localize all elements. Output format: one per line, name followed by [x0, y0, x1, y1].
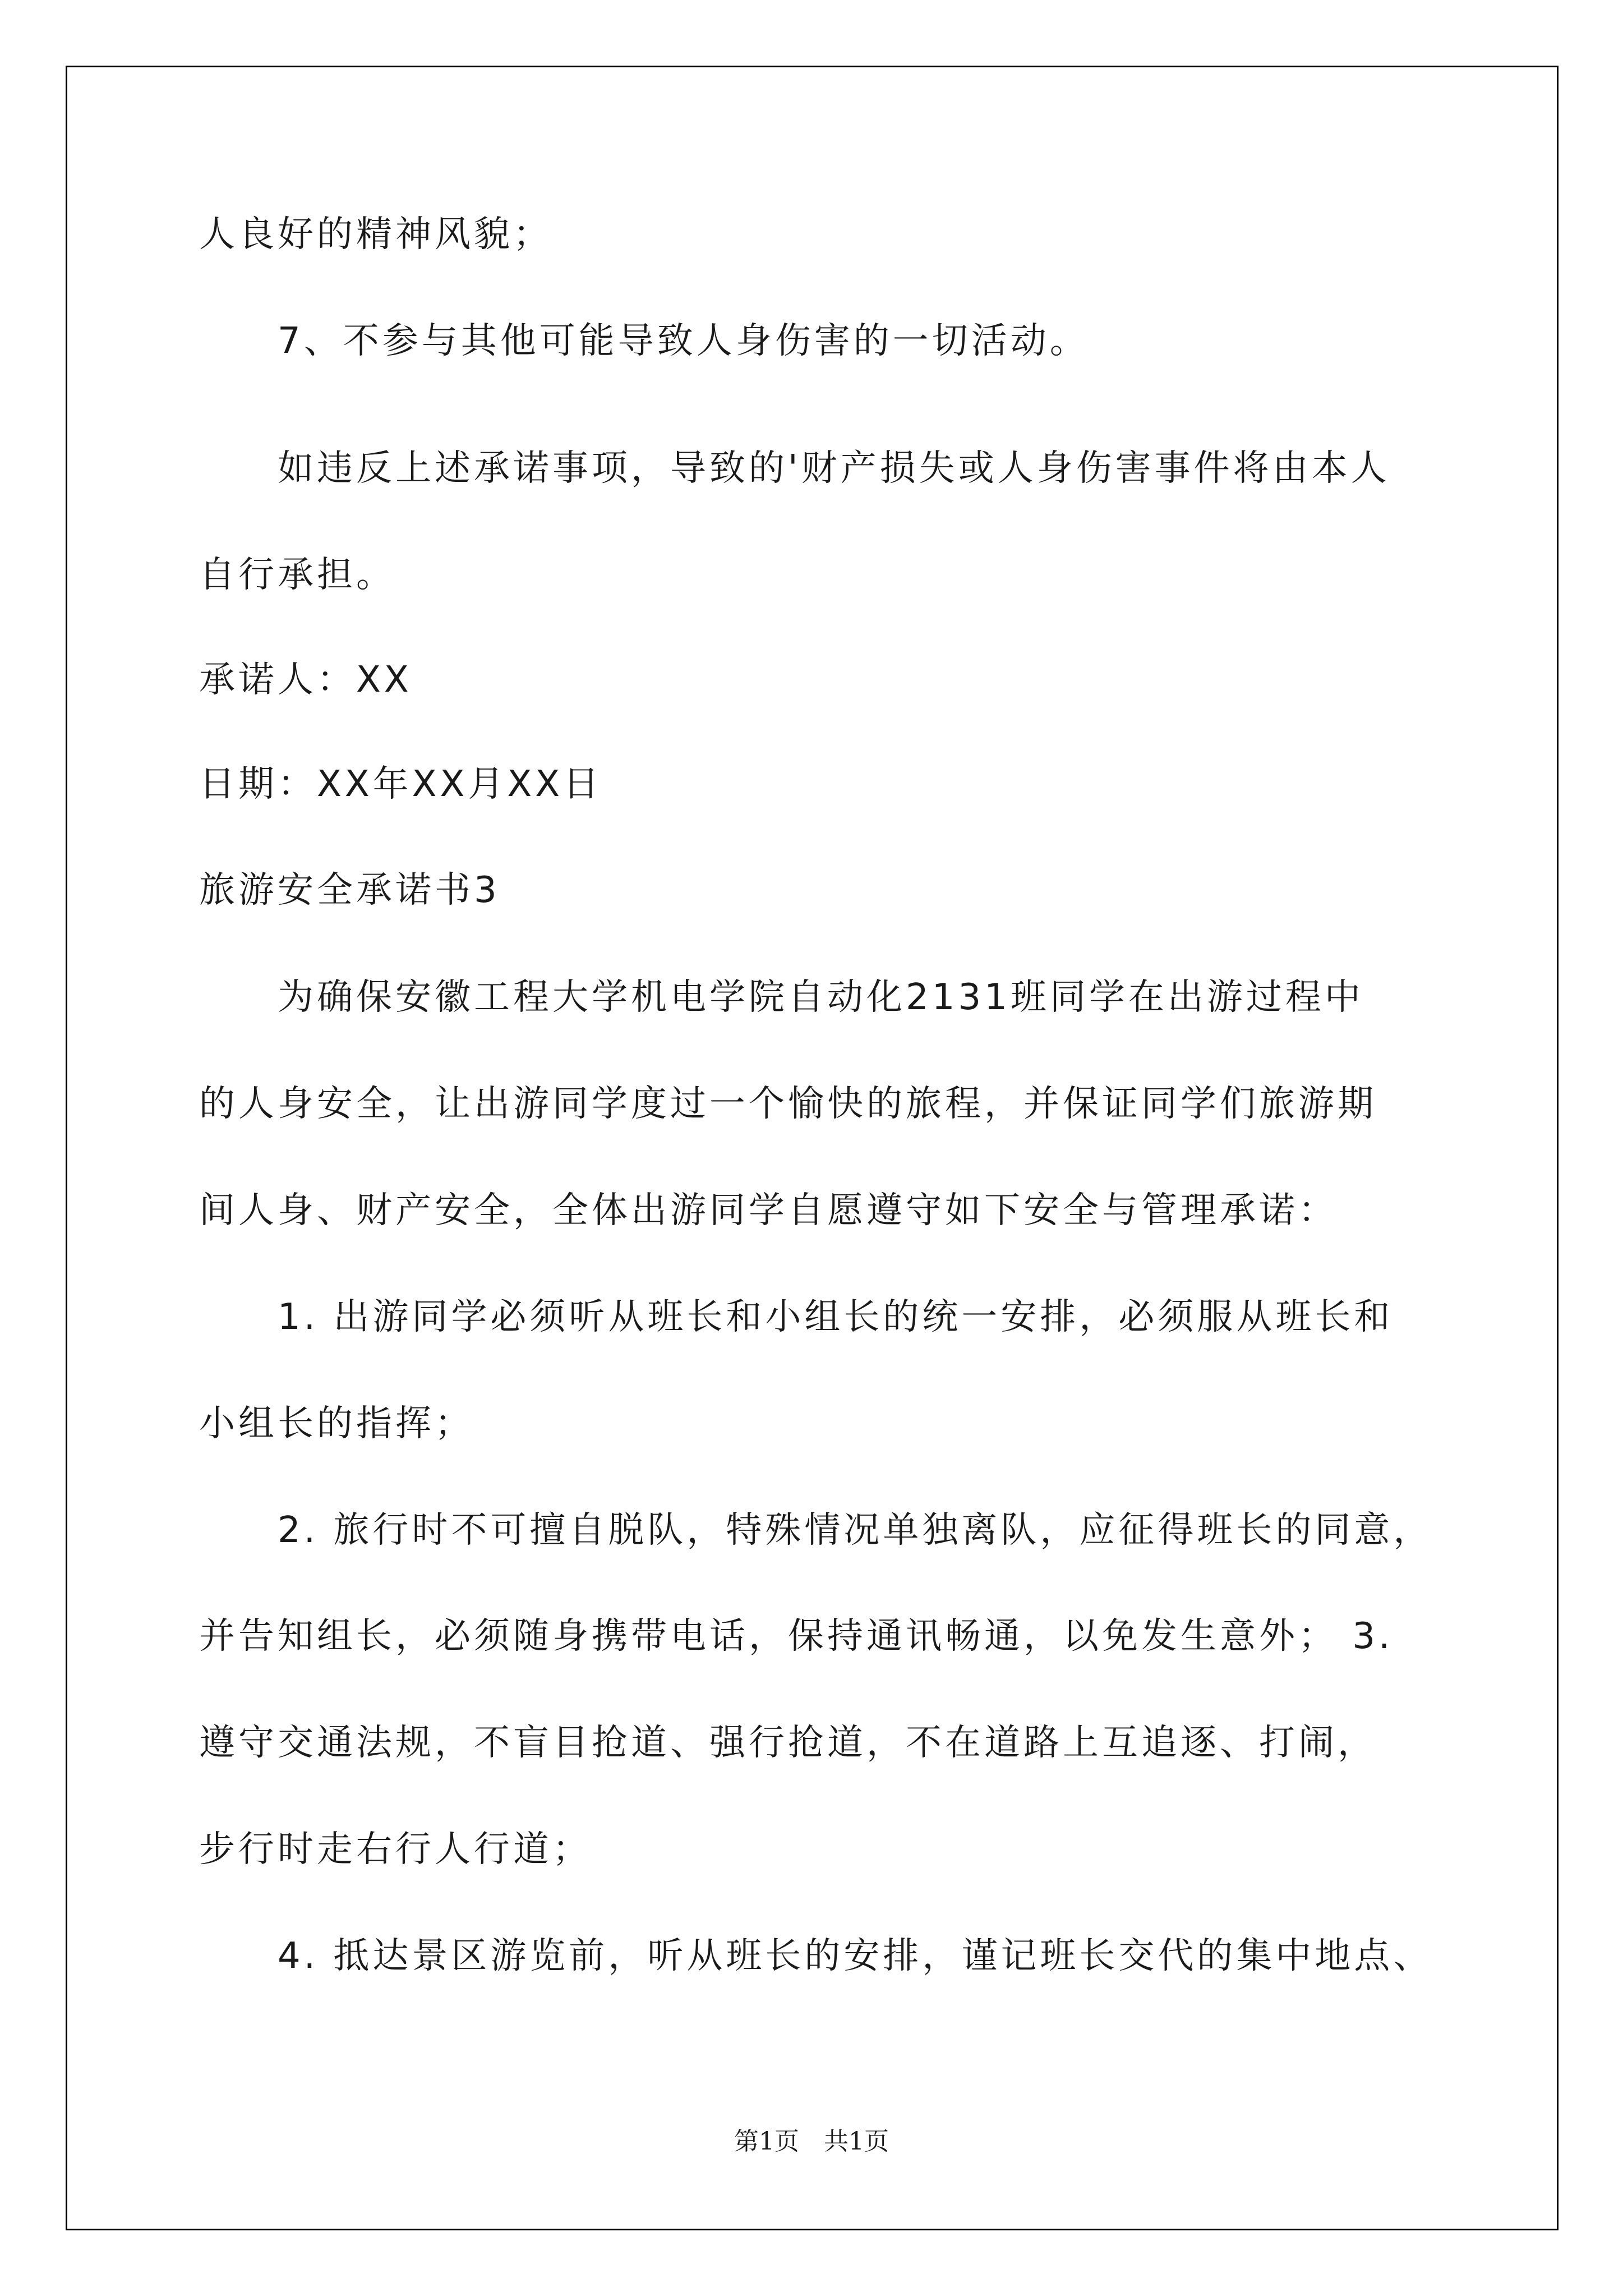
text-line-13: 2. 旅行时不可擅自脱队，特殊情况单独离队，应征得班长的同意，	[278, 1510, 1433, 1551]
text-line-10: 间人身、财产安全，全体出游同学自愿遵守如下安全与管理承诺：	[199, 1190, 1338, 1231]
text-line-11: 1. 出游同学必须听从班长和小组长的统一安排，必须服从班长和	[278, 1296, 1394, 1338]
text-line-14: 并告知组长，必须随身携带电话，保持通讯畅通，以免发生意外； 3.	[199, 1616, 1394, 1657]
text-line-1: 人良好的精神风貌；	[199, 214, 552, 255]
section-heading: 旅游安全承诺书3	[199, 869, 500, 911]
text-line-12: 小组长的指挥；	[199, 1403, 474, 1444]
text-line-15: 遵守交通法规，不盲目抢道、强行抢道，不在道路上互追逐、打闹，	[199, 1722, 1377, 1764]
text-line-3: 如违反上述承诺事项，导致的'财产损失或人身伤害事件将由本人	[278, 448, 1390, 489]
page-footer: 第1页 共1页	[734, 2127, 889, 2156]
text-line-17: 4. 抵达景区游览前，听从班长的安排，谨记班长交代的集中地点、	[278, 1935, 1433, 1977]
date-line: 日期：XX年XX月XX日	[199, 763, 603, 805]
text-line-8: 为确保安徽工程大学机电学院自动化2131班同学在出游过程中	[278, 977, 1364, 1018]
text-line-16: 步行时走右行人行道；	[199, 1829, 592, 1870]
text-line-4: 自行承担。	[199, 554, 395, 596]
page-frame	[66, 66, 1559, 2230]
text-line-2: 7、不参与其他可能导致人身伤害的一切活动。	[278, 320, 1089, 362]
text-line-9: 的人身安全，让出游同学度过一个愉快的旅程，并保证同学们旅游期	[199, 1083, 1377, 1125]
signer-line: 承诺人：XX	[199, 659, 412, 701]
